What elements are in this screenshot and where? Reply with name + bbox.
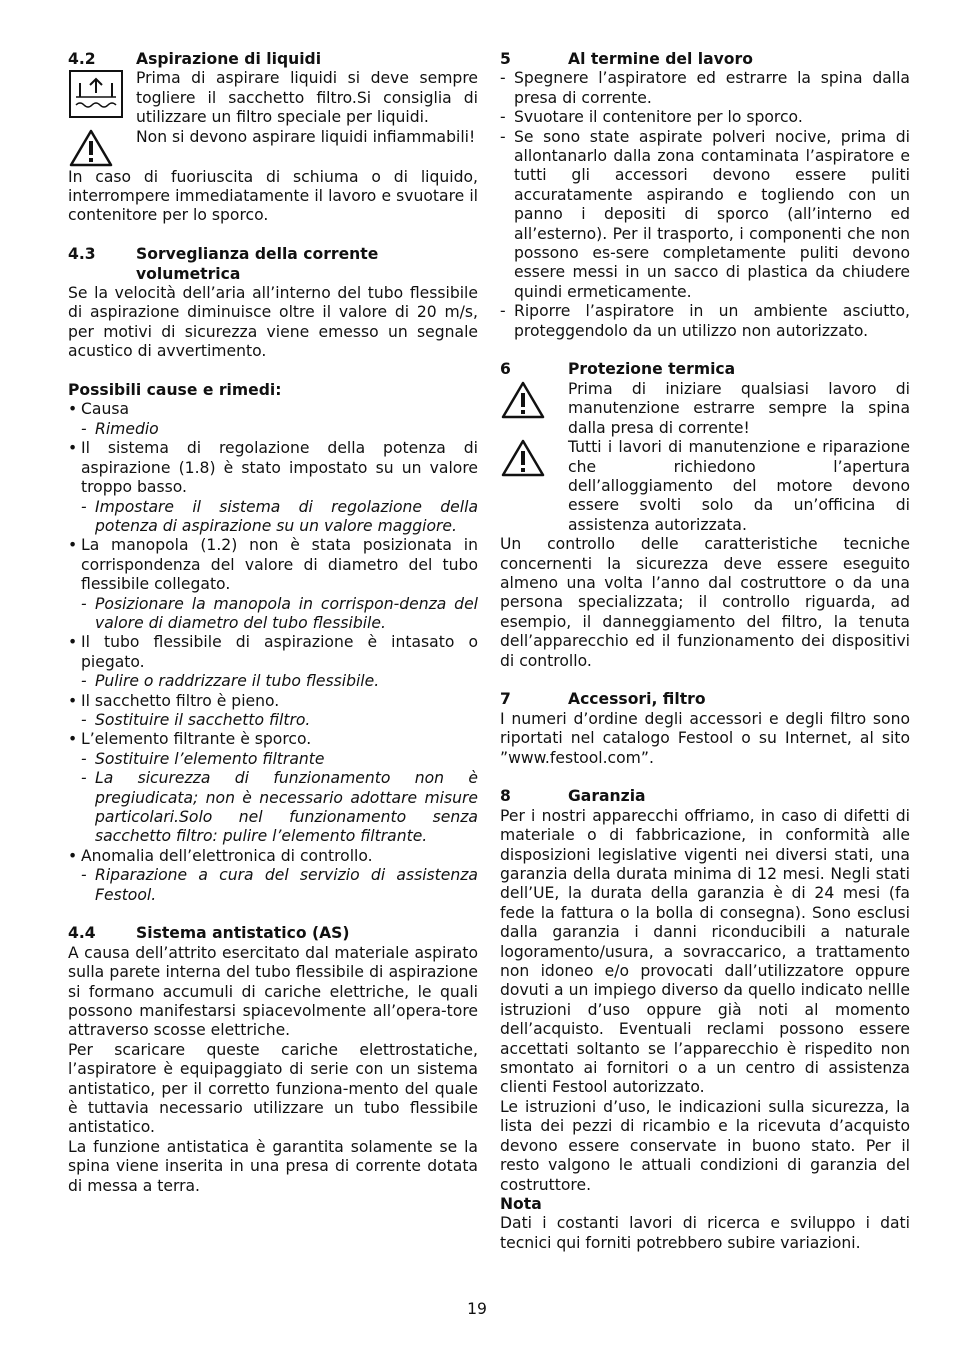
list-item: • Causa xyxy=(68,400,130,419)
list-item: - Sostituire il sacchetto filtro. xyxy=(81,710,311,729)
list-item: • Anomalia dell’elettronica di controllo. xyxy=(68,846,373,865)
list-item: - La sicurezza di funzionamento non è pregiudicata; non è necessario adottare misure particolari.Solo nel funzionamento senza sacchetto filtro: pulire l’elemento filtrante. xyxy=(81,769,478,846)
section-heading-7: 7 Accessori, filtro xyxy=(500,690,706,709)
paragraph: In caso di fuoriuscita di schiuma o di liquido, interrompere immediatamente il lavoro e svuotare il contenitore per lo sporco. xyxy=(68,167,478,225)
paragraph: Un controllo delle caratteristiche tecniche concernenti la sicurezza deve essere eseguito almeno una volta l’anno dal costruttore o da una persona specializzata; il controllo riguarda, ad esempio, il danneggiamento del filtro, la tenuta dell’apparecchio ed il funzionamento dei dispositivi di controllo. xyxy=(500,535,910,670)
list-item: - Sostituire l’elemento filtrante xyxy=(81,749,325,768)
paragraph: Tutti i lavori di manutenzione e riparazione che richiedono l’apertura dell’alloggiamento del motore devono essere svolti solo da un’officina di assistenza autorizzata. xyxy=(568,438,910,534)
paragraph: Se la velocità dell’aria all’interno del tubo flessibile di aspirazione diminuisce oltre il valore di 20 m/s, per motivi di sicurezza viene emesso un segnale acustico di avvertimento. xyxy=(68,284,478,361)
warning-icon xyxy=(500,438,546,478)
list-item: - Riporre l’aspiratore in un ambiente asciutto, proteggendolo da un utilizzo non autorizzato. xyxy=(500,302,910,340)
paragraph: Non si devono aspirare liquidi infiammabili! xyxy=(136,127,476,146)
liquid-suction-icon xyxy=(68,69,124,121)
list-item: • La manopola (1.2) non è stata posizionata in corrispondenza del valore di diametro del tubo flessibile collegato. xyxy=(68,536,478,594)
list-item: - Rimedio xyxy=(81,419,159,438)
left-column xyxy=(68,50,478,1196)
paragraph: I numeri d’ordine degli accessori e degli filtro sono riportati nel catalogo Festool o su Internet, al sito ”www.festool.com”. xyxy=(500,709,910,767)
paragraph: Prima di aspirare liquidi si deve sempre togliere il sacchetto filtro.Si consiglia di utilizzare un filtro speciale per liquidi. xyxy=(136,69,478,127)
right-column xyxy=(500,50,910,1253)
paragraph: Prima di iniziare qualsiasi lavoro di manutenzione estrarre sempre la spina dalla presa di corrente! xyxy=(568,379,910,437)
list-item: - Svuotare il contenitore per lo sporco. xyxy=(500,108,803,127)
paragraph: Dati i costanti lavori di ricerca e sviluppo i dati tecnici qui forniti potrebbero subire variazioni. xyxy=(500,1214,910,1252)
paragraph: La funzione antistatica è garantita solamente se la spina viene inserita in una presa di corrente dotata di messa a terra. xyxy=(68,1137,478,1195)
list-item: - Posizionare la manopola in corrispon-denza del valore di diametro del tubo flessibile. xyxy=(81,594,478,632)
list-item: • Il sacchetto filtro è pieno. xyxy=(68,691,280,710)
list-item: - Pulire o raddrizzare il tubo flessibile. xyxy=(81,672,380,691)
causes-heading: Possibili cause e rimedi: xyxy=(68,381,282,400)
section-heading-4-2: 4.2 Aspirazione di liquidi xyxy=(68,50,322,68)
section-heading-6: 6 Protezione termica xyxy=(500,360,736,379)
section-heading-4-4: 4.4 Sistema antistatico (AS) xyxy=(68,924,350,943)
section-heading-8: 8 Garanzia xyxy=(500,787,646,806)
paragraph: Le istruzioni d’uso, le indicazioni sulla sicurezza, la lista dei pezzi di ricambio e la ricevuta d’acquisto devono essere conservate in buono stato. Per il resto valgono le attuali condizioni di garanzia del costruttore. xyxy=(500,1097,910,1194)
list-item: - Impostare il sistema di regolazione della potenza di aspirazione su un valore maggiore. xyxy=(81,497,478,535)
paragraph: Per i nostri apparecchi offriamo, in caso di difetti di materiale o di fabbricazione, in conformità alle disposizioni legislative vigenti nei diversi stati, una garanzia della durata minima di 12 mesi. Negli stati dell’UE, la durata della garanzia è di 24 mesi (fa fede la fattura o la bolla di consegna). Sono esclusi dalla garanzia i danni riconducibili a naturale logoramento/usura, a sovraccarico, a trattamento non idoneo e/o provocati dall’utilizzatore oppure dovuti a un impiego diverso da quello indicato nellle istruzioni d’uso oppure già noti al momento dell’acquisto. Eventuali reclami possono essere accettati soltanto se l’apparecchio è rispedito non smontato ai fornitori o a un centro di assistenza clienti Festool autorizzato. xyxy=(500,806,910,1097)
list-item: - Spegnere l’aspiratore ed estrarre la spina dalla presa di corrente. xyxy=(500,69,910,107)
warning-icon xyxy=(68,128,114,168)
list-item: • Il sistema di regolazione della potenza di aspirazione (1.8) è stato impostato su un valore troppo basso. xyxy=(68,439,478,497)
list-item: - Riparazione a cura del servizio di assistenza Festool. xyxy=(81,866,478,904)
section-heading-5: 5 Al termine del lavoro xyxy=(500,50,753,68)
list-item: - Se sono state aspirate polveri nocive, prima di allontanarlo dalla zona contaminata l’aspiratore e tutti gli accessori devono essere puliti accuratamente aspirando e togliendo con un panno i depositi di sporco (all’interno ed all’esterno). Per il trasporto, i componenti che non possono es-sere completamente puliti devono essere messi in un sacco di plastica da chiudere quindi ermeticamente. xyxy=(500,127,910,301)
section-heading-4-3: 4.3 Sorveglianza della corrente volumetrica xyxy=(68,245,379,283)
list-item: • Il tubo flessibile di aspirazione è intasato o piegato. xyxy=(68,633,478,671)
warning-icon xyxy=(500,380,546,420)
list-item: • L’elemento filtrante è sporco. xyxy=(68,730,312,749)
page-number: 19 xyxy=(467,1300,487,1318)
paragraph: A causa dell’attrito esercitato dal materiale aspirato sulla parete interna del tubo flessibile di aspirazione si formano accumuli di cariche elettriche, le quali possono manifestarsi spiacevolmente all’opera-tore attraverso scosse elettriche. xyxy=(68,943,478,1040)
paragraph: Per scaricare queste cariche elettrostatiche, l’aspiratore è equipaggiato di serie con un sistema antistatico, per il corretto funziona-mento del quale è tuttavia necessario utilizzare un tubo flessibile antistatico. xyxy=(68,1040,478,1137)
note-heading: Nota xyxy=(500,1194,542,1213)
